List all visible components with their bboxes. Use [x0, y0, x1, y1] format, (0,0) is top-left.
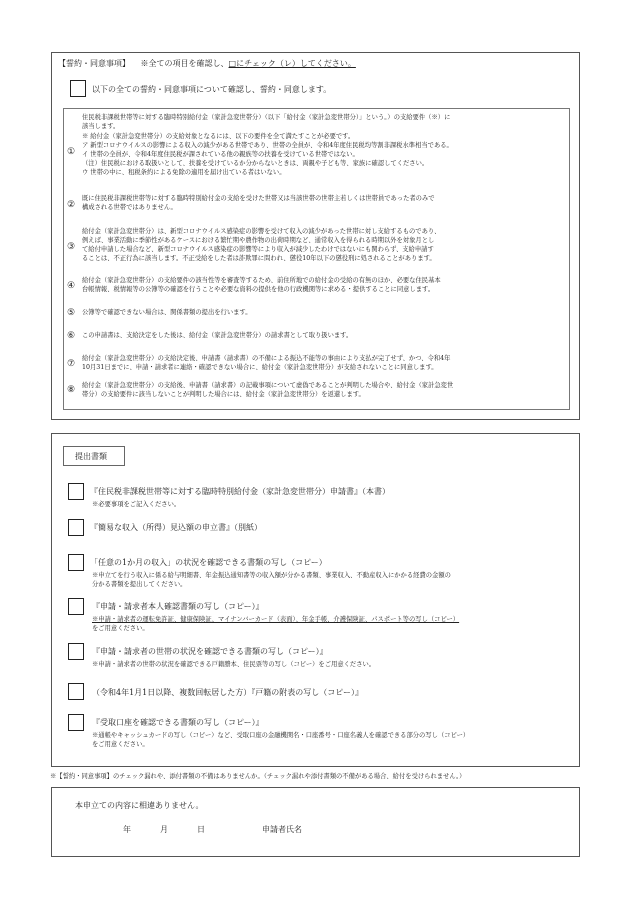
consent-item-line: イ 世帯の全員が、令和4年度住民税が課されている他の親族等の扶養を受けている世帯ではない。 — [82, 151, 359, 158]
consent-item-line: ることは、不正行為に該当します。不正受給をした者は詐欺罪に問われ、懲役10年以下の懲役刑に処されることがあります。 — [82, 255, 436, 262]
consent-item-line: （注）住民税における取扱いとして、扶養を受けているか分からないときは、両親や子ども等、家族に確認してください。 — [82, 160, 429, 167]
document-note: ※申立てを行う収入に係る給与明細書、年金振込通知書等の収入額が分かる書類、事業収入、不動産収入にかかる経費の金額の — [92, 572, 451, 579]
item-number: ⑦ — [67, 359, 76, 369]
consent-item-line: この申請書は、支給決定をした後は、給付金（家計急変世帯分）の請求書として取り扱います。 — [82, 332, 353, 339]
consent-item-line: ウ 世帯の中に、租税条約による免除の適用を届け出ている者はいない。 — [82, 169, 286, 176]
consent-item-line: 給付金（家計急変世帯分）の支給後、申請書（請求書）の記載事項について虚偽であることが判明した場合や、給付金（家計急変世 — [82, 382, 454, 389]
document-title: 『受取口座を確認できる書類の写し（コピー）』 — [92, 718, 264, 727]
document-note: をご用意ください。 — [92, 625, 149, 632]
consent-item-line: 構成される世帯ではありません。 — [82, 204, 177, 211]
document-note: ※申請・請求者の運転免許証、健康保険証、マイナンバーカード（表面）、年金手帳、介護保険証、パスポート等の写し（コピー） — [92, 616, 460, 623]
consent-intro-line: 該当します。 — [82, 123, 120, 130]
item-number: ① — [67, 147, 76, 157]
consent-item-line: 既に住民税非課税世帯等に対する臨時特別給付金の支給を受けた世帯又は当該世帯の世帯主若しくは世帯員であった者のみで — [82, 195, 435, 202]
item-number: ③ — [67, 242, 76, 252]
date-month-label[interactable]: 月 — [160, 825, 168, 834]
document-checkbox-income-declaration[interactable] — [68, 519, 84, 536]
item-number: ④ — [67, 281, 76, 291]
document-title: 『申請・請求者本人確認書類の写し（コピー）』 — [92, 602, 264, 611]
consent-item-line: 台帳情報、税情報等の公簿等の確認を行うことや必要な資料の提供を他の行政機関等に求める・提供することに同意します。 — [82, 286, 435, 293]
document-checkbox-family-register[interactable] — [68, 683, 84, 700]
consent-item-line: 例えば、事業活動に季節性があるケースにおける繁忙期や農作物の出荷時期など、通常収入を得られる時期以外を対象月とし — [82, 237, 435, 244]
document-note: ※申請・請求者の世帯の状況を確認できる戸籍謄本、住民票等の写し（コピー）をご用意ください。 — [92, 661, 376, 668]
item-number: ⑥ — [67, 331, 76, 341]
consent-item-line: 10月31日までに、申請・請求者に連絡・確認できない場合に、給付金（家計急変世帯分）が支給されないことに同意します。 — [82, 364, 438, 371]
consent-item-line: 公簿等で確認できない場合は、関係書類の提出を行います。 — [82, 309, 252, 316]
consent-intro-line: 住民税非課税世帯等に対する臨時特別給付金（家計急変世帯分）（以下「給付金（家計急変世帯分）」という。）の支給要件（※）に — [82, 114, 451, 121]
item-number: ⑤ — [67, 308, 76, 318]
document-title: 『簡易な収入（所得）見込額の申立書』（別紙） — [90, 523, 262, 532]
item-number: ② — [67, 200, 76, 210]
document-note: 分かる書類を提出してください。 — [92, 581, 187, 588]
document-note: ※通帳やキャッシュカードの写し（コピー）など、受取口座の金融機関名・口座番号・口座名義人を確認できる部分の写し（コピー） — [92, 732, 470, 739]
document-checkbox-application[interactable] — [68, 483, 84, 500]
confirm-all-checkbox[interactable] — [70, 80, 86, 97]
consent-item-line: ※ 給付金（家計急変世帯分）の支給対象となるには、以下の要件を全て満たすことが必要です。 — [82, 133, 355, 140]
document-checkbox-household[interactable] — [68, 643, 84, 660]
consent-header — [58, 58, 356, 69]
document-note: をご用意ください。 — [92, 741, 149, 748]
consent-item-line: ア 新型コロナウイルスの影響による収入の減少がある世帯であり、世帯の全員が、令和4年度住民税均等割非課税水準相当である。 — [82, 142, 453, 149]
consent-item-line: 給付金（家計急変世帯分）は、新型コロナウイルス感染症の影響を受けて収入の減少があった世帯に対し支給するものであり、 — [82, 228, 441, 235]
document-title: 『住民税非課税世帯等に対する臨時特別給付金（家計急変世帯分）申請書』（本書） — [90, 487, 390, 496]
footnote: ※【誓約・同意事項】のチェック漏れや、添付書類の不備はありませんか。（チェック漏れや添付書類の不備がある場合、給付を受けられません。） — [50, 773, 466, 780]
consent-heading: 【誓約・同意事項】 — [58, 59, 130, 68]
document-checkbox-bank-account[interactable] — [68, 714, 84, 731]
item-number: ⑧ — [67, 385, 76, 395]
date-day-label[interactable]: 日 — [197, 825, 205, 834]
confirm-all-label: 以下の全ての誓約・同意事項について確認し、誓約・同意します。 — [92, 85, 332, 94]
signature-statement: 本申立ての内容に相違ありません。 — [75, 801, 204, 810]
consent-item-line: 給付金（家計急変世帯分）の支給要件の該当性等を審査等するため、前住所地での給付金の受給の有無のほか、必要な住民基本 — [82, 277, 441, 284]
consent-instruction-mark: □にチェック（レ）してください。 — [228, 59, 356, 68]
document-title: 『申請・請求者の世帯の状況を確認できる書類の写し（コピー）』 — [92, 647, 328, 656]
consent-item-line: 帯分）の支給要件に該当しないことが判明した場合には、給付金（家計急変世帯分）を返還します。 — [82, 391, 365, 398]
documents-heading: 提出書類 — [75, 452, 107, 461]
document-title: （令和4年1月1日以降、複数回転居した方）『戸籍の附表の写し（コピー）』 — [92, 688, 363, 697]
consent-item-line: て給付申請した場合など、新型コロナウイルス感染症の影響等により収入が減少したわけではないにも関わらず、支給申請す — [82, 246, 434, 253]
applicant-name-label[interactable]: 申請者氏名 — [262, 825, 302, 834]
date-year-label[interactable]: 年 — [123, 825, 131, 834]
document-checkbox-monthly-income[interactable] — [68, 554, 84, 571]
document-note: ※必要事項をご記入ください。 — [92, 501, 181, 508]
consent-instruction: ※全ての項目を確認し、 — [140, 59, 229, 68]
document-checkbox-identity[interactable] — [68, 598, 84, 615]
consent-item-line: 給付金（家計急変世帯分）の支給決定後、申請書（請求書）の不備による振込不能等の事由により支払が完了せず、かつ、令和4年 — [82, 355, 451, 362]
signature-section — [51, 787, 580, 857]
document-title: 「任意の1か月の収入」の状況を確認できる書類の写し（コピー） — [90, 558, 327, 567]
